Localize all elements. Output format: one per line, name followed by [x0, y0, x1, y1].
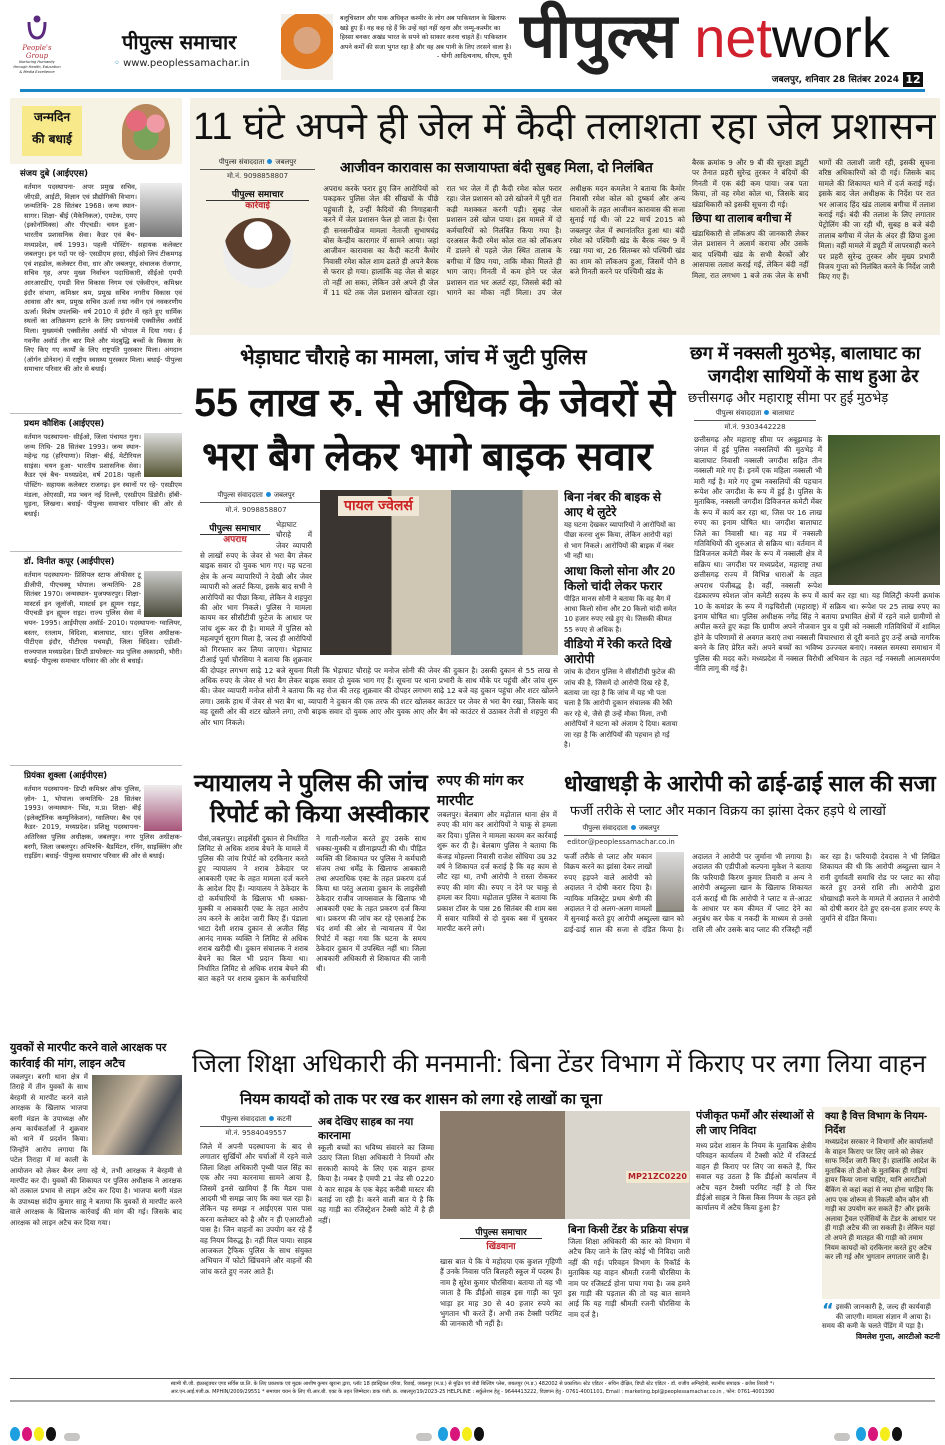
profile: [10, 770, 182, 862]
constable-story: [10, 1040, 182, 1372]
registration-marks-right: [828, 1426, 904, 1445]
profile-photo: [144, 571, 182, 617]
registration-line: आर.एन.आई.पंजी.क्र. MPHIN/2009/29551 * समाचार चयन के लिए पी.आर.बी. एक्ट के तहत जिम्मेदार। डाक पंजी. क्र. जबलपुर/19/2023-25 HELPLINE : सर्कुलेशन हेतु - 9644413222, विज्ञापन हेतु - 0761-4001101, Email : marketing.bpl@peoplessamachar.co.in , फोन: 0761-4001390: [170, 1388, 775, 1395]
jewel-kicker: भेड़ाघाट चौराहे का मामला, जांच में जुटी पुलिस: [240, 346, 587, 369]
deo-subhead: नियम कायदों को ताक पर रख कर शासन को लगा रहे लाखों का चूना: [240, 1091, 602, 1108]
section-tag: पीपुल्स समाचार खिंडवाना: [460, 1223, 542, 1254]
naxal-story: [686, 340, 940, 760]
birthday-banner: [10, 98, 182, 164]
jewel-story-body: भेड़ाघाट चौराहे में जेवर व्यापारी से लाखों रुपए के जेवर से भरा बैग लेकर बाइक सवार दो युवक भाग गए। यह घटना क्षेत्र के अन्य व्यापारियों ने देखी और जेवर व्यापारी को अलर्ट किया, इसके बाद सभी ने आरोपियों का पीछा किया, लेकिन वे शहपुरा की ओर भाग निकले। पुलिस ने मामला कायम कर सीसीटीवी फुटेज के आधार पर जांच शुरू कर दी है। मामले में पुलिस को महत्वपूर्ण सुराग मिला है, जल्द ही आरोपियों को गिरफ्तार कर लिया जाएगा। भेड़ाघाट टीआई पूर्वा चौरसिया ने बताया कि शुक्रवार की दोपहर लगभग साढ़े 12 बजे सूचना मिली कि भेड़ाघाट चौराहे पर मनोज सोनी की जेवर की दुकान है। उसकी दुकान से 55 लाख से अधिक रुपए के जेवर से भरा बैग लेकर बाइक सवार दो युवक भाग गए हैं। सूचना पर थाना प्रभारी के साथ मौके पर पहुंची और जांच शुरू की। जेवर व्यापारी मनोज सोनी ने बताया कि वह रोज की तरह शुक्रवार की दोपहर लगभग साढ़े 12 बजे वह दुकान पहुंचा और शटर खोलने लगा। उसके हाथ में जेवर से भरा बैग था, व्यापारी ने दुकान की एक तरफ की शटर खोलकर काउंटर पर जेवर से भरा बैग रखा, जिसके बाद वह दूसरी ओर की शटर खोलने लगा, तभी बाइक सवार दो युवक आए और युवक आए और बैग को काउंटर से उठाकर तेजी से शहपुरा की ओर भाग निकले।: [200, 519, 558, 727]
profile-list: [10, 168, 182, 862]
fraud-body-area: [564, 852, 940, 1018]
profile-text: वर्तमान पदस्थापना- सीईओ, जिला पंचायत गुना। जन्म तिथि- 28 सितंबर 1993। जन्म स्थान- महेन्द्र गढ़ (हरियाणा)। शिक्षा- बीई, मेटीरियल साइंस। चयन हुआ- भारतीय प्रशासनिक सेवा। कैडर एवं बैच- मध्यप्रदेश, वर्ष 2018। पहली पोस्टिंग- सहायक कलेक्टर राजगढ़। इन स्थानों पर रहे- एसडीएम मंडला, ओएसडी, मप्र भवन नई दिल्ली, एसडीएम डिंडोरी। हॉबी- घुड़ना, लिखना। बधाई- पीपुल्स समाचार परिवार की ओर से बधाई।: [24, 433, 182, 518]
group-tagline: Nurturing Humanity through Health, Education & Media Excellence: [13, 60, 61, 74]
deo-col1: [200, 1115, 312, 1373]
mobile-number: मो.नं. 9098858807: [226, 172, 289, 180]
jewel-story-body-area: [200, 490, 558, 758]
court-story: [190, 764, 430, 1020]
imprint-line: स्वामी पी.जी. इंफ्रास्ट्रक्चर एण्ड सर्विस प्रा.लि. के लिए प्रकाशक एवं मुद्रक आशीष कुमार खुराना द्वारा, प्लॉट 18 इंडस्ट्रियल एरिया, रिछाई, जबलपुर (म.प्र.) से मुद्रित एवं जेडी बिल्डिंग प्लेस, जबलपुर (म.प्र.) 482002 से प्रकाशित। स्टेट एडिटर - सचिन दीक्षित, डिप्टी स्टेट एडिटर - डॉ. राजीव अग्निहोत्री, स्थानीय संपादक - ब्रजेश तिवारी *।: [170, 1381, 775, 1387]
side-head: आधा किलो सोना और 20 किलो चांदी लेकर फरार: [564, 563, 676, 593]
naxal-body-area: [694, 435, 940, 753]
side-head: वीडियो में रेकी करते दिखे आरोपी: [564, 637, 672, 667]
mobile-number: मो.नं. 9584049557: [225, 1129, 287, 1137]
logo-icon: [25, 14, 49, 40]
section-tag: पीपुल्स समाचार अपराध: [200, 522, 270, 548]
email-address: editor@peoplessamachar.co.in: [567, 838, 675, 846]
globe-icon: ◦: [114, 58, 124, 69]
naxal-subhead: छत्तीसगढ़ और महाराष्ट्र सीमा पर हुई मुठभेड़: [688, 390, 889, 405]
quote-icon: “: [822, 1300, 834, 1321]
side-text: पीड़ित मानस सोनी ने बताया कि वह बैग में आधा किलो सोना और 20 किलो चांदी समेत 10 हजार रुपए रखे हुए थे। जिसकी कीमत 55 रुपए से अधिक है।: [564, 594, 677, 634]
constable-headline: युवकों से मारपीट करने वाले आरक्षक पर कार्रवाई की मांग, लाइन अटैच: [10, 1042, 167, 1070]
court-headline-1: न्यायालय ने पुलिस की जांच: [194, 770, 428, 797]
profile: [10, 556, 182, 766]
col3-subhead: बिना किसी टेंडर के प्रक्रिया संपन्न: [568, 1224, 689, 1236]
box-head: क्या है वित्त विभाग के नियम-निर्देश: [825, 1111, 928, 1136]
assault-headline: रुपए की मांग कर मारपीट: [437, 772, 524, 808]
fraud-headline: धोखाधड़ी के आरोपी को ढाई-ढाई साल की सजा: [564, 771, 936, 796]
court-body: पीसं,जबलपुर। लाइसेंसी दुकान से निर्धारित लिमिट से अधिक शराब बेचने के मामले में पुलिस की जांच रिपोर्ट को दरकिनार करते हुए न्यायालय ने शराब ठेकेदार पर आबकारी एक्ट के तहत मामला दर्ज करने के आदेश दिए हैं। न्यायालय ने ठेकेदार के दो कर्मचारियों के खिलाफ भी धक्का-मुक्की व आबकारी एक्ट के तहत आरोप तय करने के आदेश जारी किए हैं। पंडाला भाटा देशी शराब दुकान से अजीत सिंह आनंद नामक व्यक्ति ने लिमिट से अधिक शराब खरीदी थी। दुकान संचालक ने शराब बेचने का बिल भी प्रदान किया था। निर्धारित लिमिट से अधिक शराब बेचने की बात कहने पर शराब दुकान के कर्मचारियों ने गाली-गलौज करते हुए उसके साथ धक्का-मुक्की व छीनाझपटी की थी। पीड़ित व्यक्ति की शिकायत पर पुलिस ने कर्मचारी संजय तथा धर्मेंद्र के खिलाफ आबकारी तथा अपराधिक एक्ट के तहत प्रकरण दर्ज किया था परंतु अलावा दुकान के लाइसेंसी ठेकेदार राजीव जायसवाल के खिलाफ भी आबकारी एक्ट के तहत प्रकरण दर्ज किया था। प्रकरण की जांच कर रहे एसआई टेक चंद शर्मा की ओर से न्यायालय में पेश रिपोर्ट में कहा गया कि घटना के समय ठेकेदार दुकान में उपस्थित नहीं था। जिला आबकारी अधिकारी से शिकायत की जानी थी।: [198, 834, 426, 983]
page-number: 12: [903, 72, 923, 87]
court-headline-2: रिपोर्ट को किया अस्वीकार: [210, 801, 430, 828]
deo-body: जिले में अपनी पदस्थापना के बाद से लगातार सुर्खियों और चर्चाओं में रहने वाले जिला शिक्षा अधिकारी पृथ्वी पाल सिंह का एक और नया कारनामा सामने आया है, जिसमें इनसे खामियां हैं कि मैडम पास आदमी भी समझ जाए कि क्या चल रहा है। लेकिन यह समझ न आईएएस पास पास करना कलेक्टर को है और न ही एआरटीओ पास है। जिन वाहनों का उपयोग कर रहे हैं वह नियम विरुद्ध है। नहीं मिल पाया। साहब आजकल ट्रैफिक पुलिस के साथ संयुक्त अभियान में फोटो खिंचवाने और वाहनों की जांच करते हुए नजर आते हैं।: [200, 1142, 312, 1276]
side-text: जांच के दौरान पुलिस ने सीसीटीवी फुटेज की जांच की है, जिसमें दो आरोपी दिख रहे हैं, बताया जा रहा है कि जांच में यह भी पता चला है कि आरोपी दुकान संचालक की रेकी कर रहे थे, जैसे ही उन्हें मौका मिला, तभी आरोपियों ने घटना को अंजाम दे दिया। बताया जा रहा है कि आरोपियों की पहचान हो गई है।: [564, 668, 678, 750]
mobile-number: मो.नं. 9303442228: [724, 423, 786, 431]
col4-body: मध्य प्रदेश शासन के नियम के मुताबिक क्षेत्रीय परिवहन कार्यालय में टैक्सी कोटे में रजिस्टर्ड वाहन ही किराए पर लिए जा सकते हैं, फिर सवाल यह उठता है कि डीईओ कार्यालय में अटैच यहन टैक्सी परमिट नहीं है तो फिर डीईओ साहब ने किस किस नियम के तहत इसे कार्यालय में अटैच किया हुआ है?: [696, 1141, 816, 1213]
profile-name: प्रियंका शुक्ला (आईपीएस): [24, 771, 108, 781]
registration-marks-center: [410, 1426, 486, 1445]
col4-subhead: पंजीकृत फर्मों और संस्थाओं से ली जाए निविदा: [696, 1110, 814, 1137]
naxal-headline-2: जगदीश साथियों के साथ हुआ ढेर: [708, 366, 919, 386]
byline: पीपुल्स संवाददाता जबलपुर: [564, 824, 678, 836]
byline: पीपुल्स संवाददाता बालाघाट: [694, 409, 816, 421]
birthday-column: [10, 98, 182, 1018]
deo-col3a: [440, 1223, 562, 1373]
registration-marks-left: [10, 1426, 86, 1445]
jewel-headline-1: 55 लाख रु. से अधिक के जेवरों से: [194, 381, 676, 425]
constable-body-area: [10, 1072, 182, 1352]
profile-photo: [140, 183, 182, 237]
court-building-photo: [656, 852, 684, 912]
deo-col2: [318, 1115, 434, 1373]
profile-text: वर्तमान पदस्थापना- डिप्टी कमिश्नर ऑफ पुलिस, ज़ोन- 1, भोपाल। जन्मतिथि- 28 सितंबर 1993। जन्मस्थान- भिंड, म.प्र। शिक्षा- बीई (इलेक्ट्रॉनिक कम्युनिकेशन), ग्वालियर। बैच एवं कैडर- 2019, मध्यप्रदेश। प्रशिक्षु पदस्थापना- अतिरिक्त पुलिस अधीक्षक, जबलपुर। नगर पुलिस अधीक्षक- बरगी, जिला जबलपुर। अभिरुचि- बैडमिंटन, रनिंग, साइक्लिंग और राइडिंग। बधाई- पीपुल्स समाचार परिवार की ओर से बधाई।: [24, 785, 182, 861]
deo-col3b: [568, 1223, 690, 1373]
masthead-title: पीपुल्स network: [520, 2, 890, 71]
naxal-headline-1: छग में नक्सली मुठभेड़, बालाघाट का: [690, 343, 921, 363]
flower-basket-icon: [122, 104, 170, 160]
col3-body: खास बात ये कि ये महोदया एक कुशल गृहिणी हैं उनके निवास पति बिलहरी स्कूल में पदस्थ हैं। नाम है सुरेश कुमार चौरसिया। बताया तो यह भी जाता है कि डीईओ साहब इस गाड़ी का पूरा भाड़ा हर माह 30 से 40 हजार रुपये का भुगतान भी करते हैं। अभी तक टैक्सी परमिट की जानकारी भी नहीं है।: [440, 1257, 562, 1329]
quote-author: विमलेश गुप्ता, आरटीओ कटनी: [856, 1331, 940, 1341]
mobile-number: मो.नं. 9098858807: [225, 506, 287, 515]
deo-mid-body: स्कूली बच्चों का भविष्य संवारने का जिम्मा उठाए जिला शिक्षा अधिकारी ने नियमों और सरकारी कायदे के लिए एक वाहन हायर किया है। नम्बर है एमपी 21 जेड सी 0220 ये कार साहब के एक बेहद करीबी मास्टर की बताई जा रही है। करने वाली बात ये है कि यह गाड़ी का रजिस्ट्रेशन टैक्सी कोटे में है ही नहीं।: [318, 1143, 434, 1225]
website-link[interactable]: ◦ www.peoplessamachar.in: [114, 58, 250, 69]
top-story-subhead: आजीवन कारावास का सजायाफ्ता बंदी सुबह मिला, दो निलंबित: [340, 159, 653, 175]
top-story-right: [692, 158, 935, 332]
top-story-byline-block: [200, 158, 315, 181]
profile-text: वर्तमान पदस्थापना- प्रिंसिपल स्टाफ ऑफीसर टू डीजीपी, पीएचक्यू भोपाल। जन्मतिथि- 28 सितंबर 1970। जन्मस्थान- मुजफ्फरपुर। शिक्षा- मास्टर्स इन जूलॉजी, मास्टर्स इन ह्यूमन राइट, पीएचडी इन ह्यूमन राइट। राज्य पुलिस सेवा में चयन- 1995। आईपीएस अवॉर्ड- 2010। पदस्थापना- ग्वालियर, बस्तर, रतलाम, विदिशा, बालाघाट, धार। पुलिस अधीक्षक- पीटीएस इंदौर, पीटीएस पचमढ़ी, जिला विदिशा। एडीशी- राज्यपाल मध्यप्रदेश। डिप्टी डायरेक्टर- मप्र पुलिस अकादमी, भौरी। बधाई- पीपुल्स समाचार परिवार की ओर से बधाई।: [24, 571, 182, 666]
profile-name: डॉ. विनीत कपूर (आईपीएस): [24, 557, 115, 567]
profile-text: वर्तमान पदस्थापना- अपर प्रमुख सचिव, जीएडी, आईटी, विज्ञान एवं प्रौद्योगिकी विभाग। जन्मतिथि- 28 सितंबर 1968। जन्म स्थान- सागर। शिक्षा- बीई (मैकेनिकल), एमटेक, एमए (इकोनॉमिक्स) और पीएचडी। चयन हुआ- भारतीय प्रशासनिक सेवा। कैडर एवं बैच- मध्यप्रदेश, वर्ष 1993। पहली पोस्टिंग- सहायक कलेक्टर जबलपुर। इन पदों पर रहे- एसडीएम हरदा, सीईओ जिपं टीकमगढ़ एवं शहडोल, कलेक्टर रीवा, धार और जबलपुर, संचालक रोजगार, सचिव गृह, अपर मुख्य निर्वाचन पदाधिकारी, सीईओ एमपी आरआरडीए, एमडी वित्त विकास निगम एवं एकेवीएन, कमिश्नर इंदौर संभाग, कमिश्नर श्रम, प्रमुख सचिव नगरीय विकास एवं आवास और श्रम, प्रमुख सचिव ऊर्जा तथा नवीन एवं नवकरणीय ऊर्जा। विशेष उपलब्धि- वर्ष 2010 में इंदौर में रहते हुए धार्मिक स्थलों का अतिक्रमण हटाने के लिए प्रधानमंत्री एक्सीलेंस अवॉर्ड मिला। मुख्यमंत्री एक्सीलेंस अवॉर्ड भी भोपाल में दिया गया। ई गवर्नेंस अवॉर्ड तीन बार मिले और मंदबुद्धि बच्चों के विकास के लिए किए गए कार्यों के लिए राष्ट्रपति पुरस्कार मिला। अंगदान (ऑर्गन डोनेशन) में राष्ट्रीय स्वास्थ्य पुरस्कार मिला। बधाई- पीपुल्स समाचार परिवार की ओर से बधाई।: [24, 183, 182, 374]
quote-text: बलूचिस्तान और पाक अधिकृत कश्मीर के लोग अब पाकिस्तान के खिलाफ खड़े हुए हैं। वह कह रहे हैं कि उन्हें वहां नहीं रहना और जम्मू-कश्मीर का हिस्सा बनकर अखंड भारत के सपने को साकार करना चाहते हैं। पाकिस्तान अपने कर्मों की सजा भुगत रहा है और वह अब पानी के लिए तरसने वाला है।: [340, 15, 512, 51]
profile-name: प्रथम कौशिक (आईएएस): [24, 419, 105, 429]
dateline: जबलपुर, शनिवार 28 सितंबर 2024: [771, 75, 899, 85]
byline: पीपुल्स संवाददाता कटनी: [200, 1115, 312, 1127]
assault-story: [437, 770, 557, 1020]
jewel-story: [190, 340, 680, 760]
top-story-body-columns: [200, 184, 685, 331]
number-plate: MP21ZC0220: [628, 1172, 687, 1181]
side-text: यह घटना देखकर व्यापारियों ने आरोपियों का पीछा करना शुरू किया, लेकिन आरोपी वहां से भाग निकले। आरोपियों की बाइक में नंबर भी नहीं था।: [564, 521, 676, 561]
finance-rules-box: [822, 1107, 940, 1299]
jewellery-shop-photo: [320, 490, 558, 655]
fraud-story: [560, 770, 940, 1020]
header-rule: [20, 89, 925, 92]
peoples-group-logo: [12, 14, 62, 75]
jewel-headline-2: भरा बैग लेकर भागे बाइक सवार: [202, 435, 653, 479]
section-tag: पीपुल्स समाचार कार्रवाई: [206, 188, 309, 214]
deo-story: [190, 1043, 940, 1375]
deo-headline: जिला शिक्षा अधिकारी की मनमानी: बिना टेंडर विभाग में किराए पर लगा लिया वाहन: [192, 1050, 926, 1078]
prisoner-photo: [223, 218, 293, 288]
shop-sign: पायल ज्वेलर्स: [338, 496, 419, 516]
top-story-body: अपराध करके फरार हुए जिन आरोपियों को पकड़कर पुलिस जेल की सींखचों के पीछे पहुंचाती है, उन्हीं कैदियों की निगाहबानी करने में जेल प्रशासन फेल हो जाता है। ऐसा ही सनसनीखेज मामला नेताजी सुभाषचंद्र बोस केन्द्रीय कारागार में सामने आया। जहां आजीवन कारावास का कैदी कटनी कैमोर निवासी रमेश कोल शाम ढलते ही अपने बैरक से फरार हो गया। हालांकि वह जेल से बाहर तो नहीं आ सका, लेकिन उसे अपने ही जेल में 11 घंटे तक जेल प्रशासन खोजता रहा। रात भर जेल में ही कैदी रमेश कोल फरार रहा। जेल प्रशासन को उसे खोजने में पूरी रात कड़ी मशक्कत करनी पड़ी। सुबह जेल प्रशासन उसे खोज पाया। इस मामले में दो कर्मचारियों को निलंबित किया गया है। दरअसल कैदी रमेश कोल रात को लॉकअप में डालने से पहले जेल स्थित तालाब के बगीचा में छिप गया, ताकि मौका मिलते ही भाग जाए। गिनती में कम होने पर जेल प्रशासन रात भर अलर्ट रहा, जिससे बंदी को भागने का मौका नहीं मिला। उप जेल अधीक्षक मदन कमलेश ने बताया कि कैमोर निवासी रमेश कोल को दुष्कर्म और अन्य धाराओं के तहत आजीवन कारावास की सजा सुनाई गई थी। जो 22 मार्च 2015 को जबलपुर जेल में स्थानांतरित हुआ था। बंदी रमेश को पश्चिमी खंड के बैरक नंबर 9 में रखा गया था, 26 सितम्बर को पश्चिमी खंड का शाम को लॉकअप हुआ, जिसमें पौने 8 बजे गिनती करने पर पश्चिमी खंड के: [323, 184, 685, 298]
profile: [10, 418, 182, 552]
car-photo: [440, 1111, 690, 1219]
masthead-header: [0, 0, 945, 92]
byline: पीपुल्स संवाददाता जबलपुर: [200, 158, 315, 170]
profile-photo: [144, 785, 182, 831]
protest-photo: [92, 1075, 182, 1155]
fraud-subhead: फर्जी तरीके से प्लाट और मकान विक्रय का झांसा देकर हड़पे थे लाखों: [570, 803, 886, 818]
byline: पीपुल्स संवाददाता जबलपुर: [200, 490, 558, 503]
profile-name: संजय दुबे (आईएएस): [20, 169, 89, 179]
cm-photo: [281, 14, 333, 80]
quote-author: - योगी आदित्यनाथ, सीएम, यूपी: [436, 52, 512, 60]
top-story: [190, 98, 940, 335]
birthday-title-1: जन्मदिन: [33, 110, 71, 124]
birthday-title-2: की बधाई: [32, 132, 72, 146]
quote-text: इसकी जानकारी है, जल्द ही कार्यवाही की जाएगी। मामला संज्ञान में आया है। समय की कमी के चलते पेंडिंग में पड़ा है।: [822, 1303, 931, 1331]
top-story-headline: 11 घंटे अपने ही जेल में कैदी तलाशता रहा जेल प्रशासन: [193, 106, 936, 148]
right-body-2: खंडाधिकारी से लॉकअप की जानकारी लेकर जेल प्रशासन ने अलार्म कराया और उसके बाद पश्चिमी खंड के सभी बैरकों और आसपास तलाश कराई गई, लेकिन बंदी नहीं मिला, रात लगभग 1 बजे तक जेल के सभी भागों की तलाशी जारी रही, इसकी सूचना वरिष्ठ अधिकारियों को दी गई। जिसके बाद मामले की शिकायत थाने में दर्ज कराई गई। इसके बाद जेल अधीक्षक के निर्देश पर रात भर आजाद हिंद खंड तालाब बगीचा में तलाश कराई गई। बंदी की तलाश के लिए लगातार पेट्रोलिंग की जा रही थी, सुबह 8 बजे बंदी तालाब बगीचा में जेल के अंदर ही छिपा हुआ मिला। वहीं मामले में ड्यूटी में लापरवाही करने पर प्रहरी सुरेन्द्र तुरकर और मुख्य प्रभारी विजय गुप्ता को निलंबित करने के निर्देश जारी किए गए हैं।: [692, 158, 935, 282]
assault-body: जबलपुर। बेलबाग और मढ़ोताल थाना क्षेत्र में रुपए की मांग कर आरोपियों ने चाकू से हमला कर दिया। पुलिस ने मामला कायम कर कार्रवाई शुरू कर दी है। बेलबाग पुलिस ने बताया कि कंजड़ मोहल्ला निवासी राजेश सोंधिया उम्र 32 वर्ष ने शिकायत दर्ज कराई है कि वह काम से लौट रहा था, तभी आरोपी ने रास्ता रोककर रुपए की मांग की। रुपए न देने पर चाकू से हमला कर दिया। मढ़ोताल पुलिस ने बताया कि प्रकाश टॉवर के पास 26 सितंबर की शाम बस में सवार यात्रियों से दो युवक बस में घुसकर मारपीट करने लगे।: [437, 810, 557, 934]
box-body: मध्यप्रदेश सरकार ने विभागों और कार्यालयों के वाहन किराए पर लिए जाने को लेकर साफ निर्देश जारी किए हैं। हालांकि आदेश के मुताबिक तो डीओ के मुताबिक ही गाड़ियां हायर किया जाना चाहिए, यानि आरटीओ बैंकिंग से कहां कहां से नया होना चाहिए कि आप एक शोरूम से निकली कौन कौन सी गाड़ी का उपयोग कर सकते हैं? और इसके अलावा ट्रैवल एजेंसियों के टेंडर के आधार पर ही गाड़ी अटैच की जा सकती है। लेकिन यहां तो अपने ही मातहत की गाड़ी को तमाम नियम कायदों को दरकिनार करते हुए अटैच कर ली गई और भुगतान लगातार जारी है।: [825, 1138, 937, 1262]
deo-col4: [696, 1109, 816, 1373]
brand-small: पीपुल्स समाचार: [122, 30, 237, 54]
fraud-body: फर्जी तरीके से प्लाट और मकान विक्रय करने का झांसा देकर लाखों रुपए हड़पने वाले आरोपी को अदालत ने दोषी करार दिया है। न्यायिक मजिस्ट्रेट प्रथम श्रेणी की अदालत ने दो अलग-अलग मामलों में सुनवाई करते हुए आरोपी अब्दुल्ला खान को ढाई-ढाई साल की सजा से दंडित किया है। अदालत ने आरोपी पर जुर्माना भी लगाया है। अदालत की एडीपीओ कल्पना मुकेश ने बताया कि फरियादी किरण कुमार तिवारी व अन्य ने आरोपी अब्दुल्ला खान के खिलाफ शिकायत दर्ज कराई थी कि आरोपी ने प्लाट व ले-आउट के आधार पर कम कीमत में प्लाट देने का अनुबंध कर चेक व नकदी के माध्यम से उनसे राशि ली और उसके बाद प्लाट की रजिस्ट्री नहीं कर रहा है। फरियादी देवदास ने भी लिखित शिकायत की थी कि आरोपी अब्दुल्ला खान ने रानी दुर्गावती समाधि रोड पर प्लाट का सौदा करते हुए उनसे राशि ली। आरोपी द्वारा धोखाधड़ी करने के मामले में अदालत ने आरोपी को दोषी करार देते हुए दस-दस हजार रुपए के जुर्माने से दंडित किया।: [564, 852, 940, 934]
naxal-body: छत्तीसगढ़ और महाराष्ट्र सीमा पर अबूझमाड़ के जंगल में हुई पुलिस नक्सलियों की मुठभेड़ में बालाघाट निवासी नक्सली जगदीश सहित तीन नक्सली मारे गए हैं। इनमें एक महिला नक्सली भी मारी गई है। मारे गए दुष्म नक्सलियों की पहचान रूपेश और जगदीश के रूप में हुई है। पुलिस के मुताबिक, नक्सली जगदीश डिविजनल कमेटी मेंबर के रूप में कार्य कर रहा था, जिस पर 16 लाख रुपए का इनाम घोषित था। जगदीश बालाघाट जिले का निवासी था। वह मप्र में नक्सली गतिविधियों की शुरुआत से सक्रिय था। वर्तमान में डिविजनल कमेटी मेंबर के रूप में नक्सली क्षेत्र में सक्रिय था। जगदीश पर मध्यप्रदेश, महाराष्ट्र तथा छत्तीसगढ़ राज्य में विभिन्न धाराओं के तहत अपराध पंजीबद्ध है। वहीं, नक्सली रूपेश दंडकारण्य स्पेशल जोन कमेटी सदस्य के रूप में कार्य कर रहा था। यह मिलिट्री कंपनी क्रमांक 10 के कमांडर के रूप में गढ़चिरौली (महाराष्ट्र) में सक्रिय था। रूपेश पर 25 लाख रुपए का इनाम घोषित था। पुलिस अधीक्षक नगेंद्र सिंह ने बताया प्रभावित क्षेत्रों में रहने वाले ग्रामीणों से अपील करते हुए कहा कि ग्रामीण अपने नौजवान पुत्र व पुत्री को नक्सली गतिविधियों में शामिल होने के परिणामों से अवगत कराएं तथा नक्सली विचारधारा से दूरी बनाते हुए उन्हें अच्छे नागरिक बनने के लिए प्रेरित करें। अपने बच्चों का भविष्य उज्ज्वल बनाएं। नक्सल समस्या समाधान में पुलिस की मदद करें। मध्यप्रदेश में नक्सल विरोधी अभियान के तहत नई नक्सली आत्मसमर्पण नीति लागू की गई है।: [694, 435, 940, 673]
jewel-sidebar: [564, 490, 678, 758]
naxal-photo: [828, 435, 940, 585]
rto-quote: [822, 1300, 940, 1342]
profile-photo: [144, 433, 182, 477]
col3-body-2: जिला शिक्षा अधिकारी की कार को विभाग में अटैच किए जाने के लिए कोई भी निविदा जारी नहीं की गई। परिवहन विभाग के रिकॉर्ड के मुताबिक यह वाहन श्रीमती रजनी चौरसिया के नाम पर रजिस्टर्ड होना पाया गया है। जब हमने इस गाड़ी की पड़ताल की तो यह बात सामने आई कि यह गाड़ी श्रीमती रजनी चौरसिया के नाम दर्ज है।: [568, 1237, 690, 1319]
footer: [10, 1378, 935, 1402]
trim-rule: [10, 1400, 935, 1402]
mid-subhead: अब देखिए साहब का नया कारनामा: [318, 1116, 414, 1142]
profile: [10, 168, 182, 414]
right-subhead: छिपा था तालाब बगीचा में: [692, 213, 792, 226]
right-body-1: बैरक क्रमांक 9 और 9 बी की सुरक्षा ड्यूटी पर तैनात प्रहरी सुरेन्द्र तुरकर ने बंदियों की गिनती में एक बंदी कम पाया। जब पता किया, तो वह रमेश कोल था, जिसके बाद खंडाधिकारी को इसकी सूचना दी गई।: [692, 158, 809, 209]
quote-box: [340, 14, 512, 61]
group-name: People's Group: [22, 44, 52, 60]
constable-body: जबलपुर। बरगी थाना क्षेत्र में तिराहे में तीन युवकों के साथ बेरहमी से मारपीट करने वाले आरक्षक के खिलाफ भाजपा बरगी मंडल के उपाध्यक्ष और अन्य कार्यकर्ताओं ने शुक्रवार को थाने में प्रदर्शन किया। जिन्होंने आरोप लगाया कि पटेल तिराहा में मां काली के आयोजन को लेकर बैनर लगा रहे थे, तभी आरक्षक ने बेरहमी से मारपीट कर दी। युवकों की शिकायत पर पुलिस अधीक्षक ने आरक्षक को तत्काल प्रभाव से लाइन अटैच कर दिया है। भाजपा बरगी मंडल के उपाध्यक्ष संदीप कुमार साहू ने बताया कि युवकों से मारपीट करने वाले आरक्षक के खिलाफ कार्रवाई की मांग की गई। जिसके बाद आरक्षक को लाइन अटैच कर दिया गया।: [10, 1073, 182, 1227]
side-head: बिना नंबर की बाइक से आए थे लुटेरे: [564, 490, 661, 519]
